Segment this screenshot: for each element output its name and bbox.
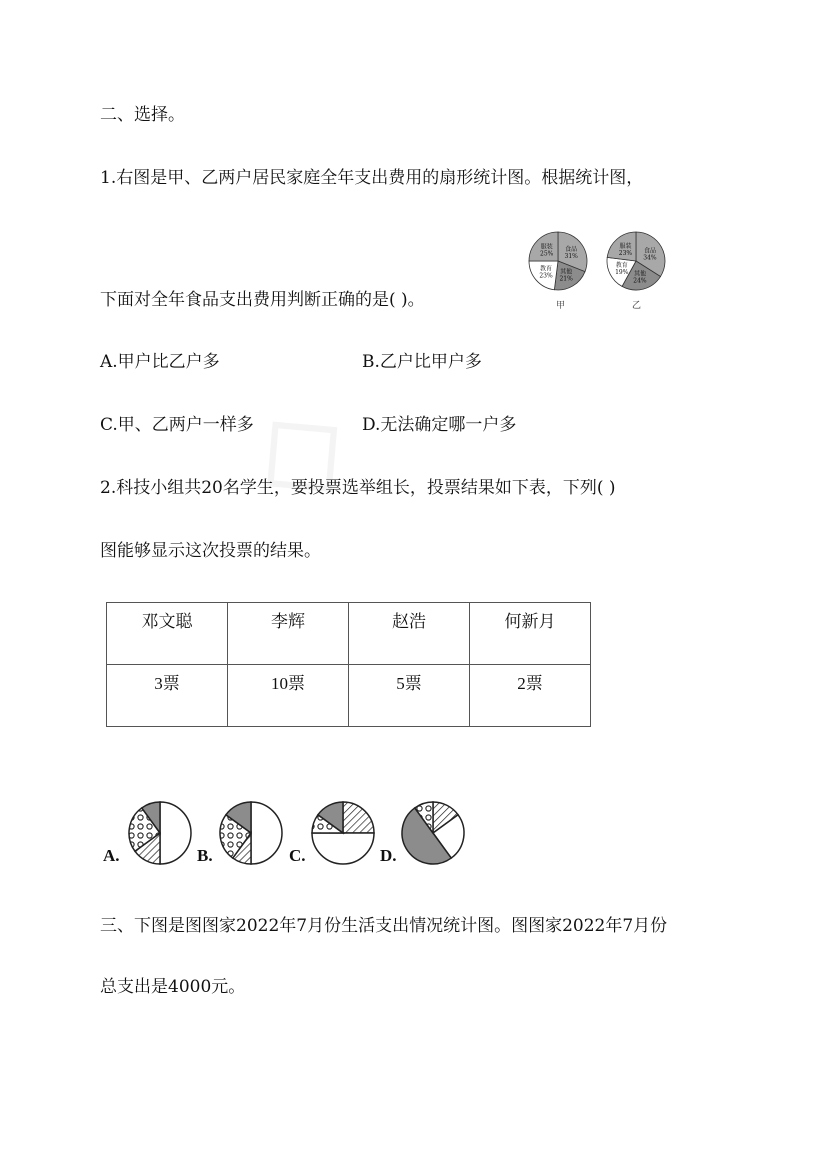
table-cell: 何新月 xyxy=(470,603,591,665)
section-3-line-2: 总支出是4000元。 xyxy=(100,977,246,997)
section-heading: 二、选择。 xyxy=(100,105,185,125)
pie-slice-percent: 34% xyxy=(643,254,657,262)
option-b[interactable]: B.乙户比甲户多 xyxy=(362,352,482,372)
question-1-line-2: 下面对全年食品支出费用判断正确的是( )。 xyxy=(100,290,425,310)
table-cell: 赵浩 xyxy=(349,603,470,665)
question-1-line-1: 1.右图是甲、乙两户居民家庭全年支出费用的扇形统计图。根据统计图， xyxy=(100,168,644,188)
pie-slice-percent: 24% xyxy=(633,277,647,285)
table-cell: 10票 xyxy=(228,665,349,727)
pie-slice-percent: 23% xyxy=(618,250,633,258)
pie-caption-yi: 乙 xyxy=(632,301,642,311)
pie-chart-yi xyxy=(605,230,667,292)
pie-option-label-d[interactable]: D. xyxy=(380,846,397,865)
table-row-names xyxy=(107,603,591,665)
option-pie-slice xyxy=(312,833,374,864)
table-cell: 3票 xyxy=(107,665,228,727)
pie-chart-jia xyxy=(527,230,589,292)
pie-slice-label: 服装 xyxy=(540,243,553,251)
option-c[interactable]: C.甲、乙两户一样多 xyxy=(100,415,254,435)
pie-slice-percent: 19% xyxy=(615,269,629,277)
option-d[interactable]: D.无法确定哪一户多 xyxy=(362,415,517,435)
question-2-line-2: 图能够显示这次投票的结果。 xyxy=(100,541,321,561)
pie-slice-label: 食品 xyxy=(643,247,656,255)
option-pie-slice xyxy=(343,802,374,833)
section-3-line-1: 三、下图是图图家2022年7月份生活支出情况统计图。图图家2022年7月份 xyxy=(100,916,668,936)
table-cell: 李辉 xyxy=(228,603,349,665)
pie-slice-label: 其他 xyxy=(560,268,573,276)
pie-slice-label: 食品 xyxy=(565,246,578,254)
table-cell: 2票 xyxy=(470,665,591,727)
pie-slice-percent: 25% xyxy=(540,250,554,258)
pie-caption-jia: 甲 xyxy=(556,301,566,311)
pie-slice-percent: 23% xyxy=(539,272,553,280)
table-cell: 5票 xyxy=(349,665,470,727)
pie-slice-label: 服装 xyxy=(619,243,632,251)
option-pie-slice xyxy=(160,802,191,864)
pie-option-label-c[interactable]: C. xyxy=(289,846,306,865)
pie-option-label-a[interactable]: A. xyxy=(103,846,120,865)
question-2-line-1: 2.科技小组共20名学生，要投票选举组长，投票结果如下表，下列( ) xyxy=(100,478,616,498)
option-pie-slice xyxy=(251,802,282,864)
pie-slice-percent: 31% xyxy=(564,253,578,261)
watermark xyxy=(216,367,376,533)
pie-slice-label: 教育 xyxy=(615,262,628,270)
table-row-votes xyxy=(107,665,591,727)
pie-slice-label: 其他 xyxy=(633,270,646,278)
pie-option-label-b[interactable]: B. xyxy=(197,846,213,865)
pie-slice-percent: 21% xyxy=(559,275,573,283)
pie-slice-label: 教育 xyxy=(540,265,553,273)
option-a[interactable]: A.甲户比乙户多 xyxy=(100,352,220,372)
vote-table xyxy=(106,602,591,727)
table-cell: 邓文聪 xyxy=(107,603,228,665)
